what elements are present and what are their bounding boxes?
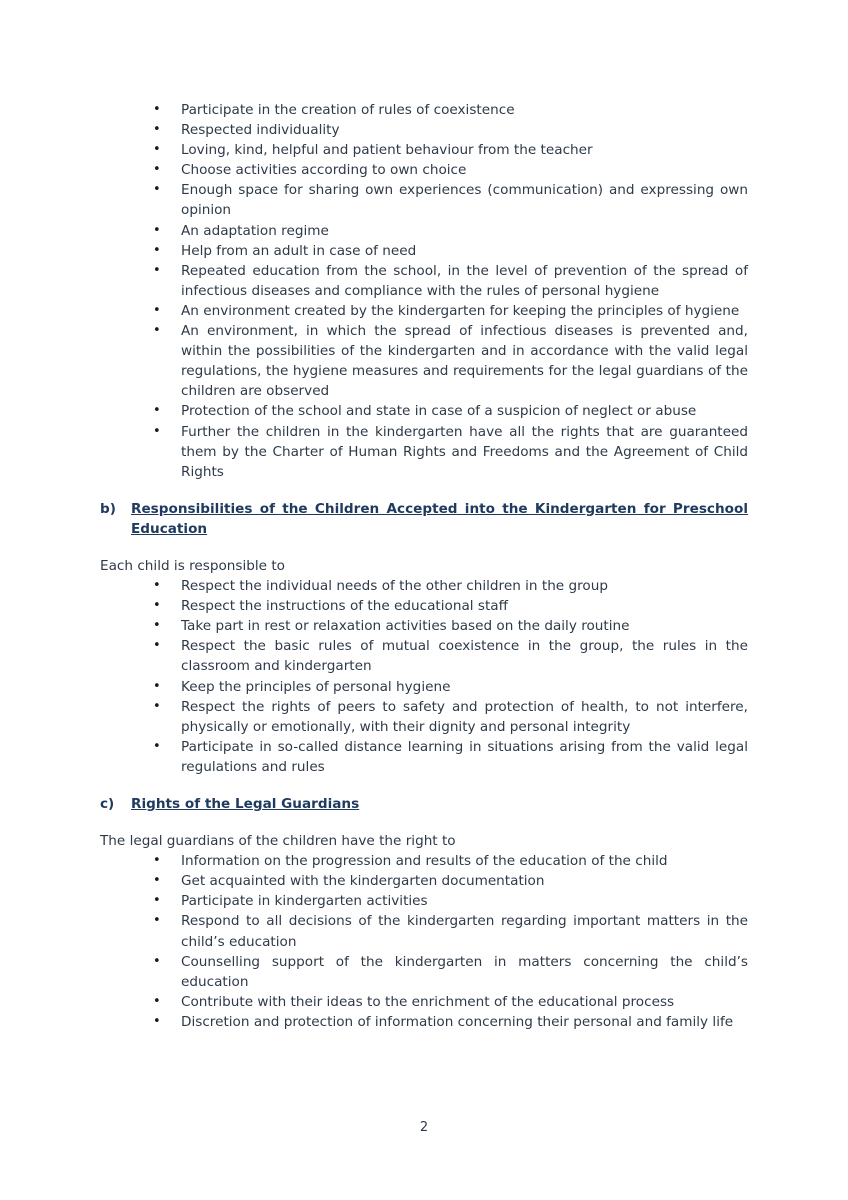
bullet-icon: • [153, 142, 161, 158]
page-number: 2 [419, 1120, 429, 1135]
bullet-icon: • [153, 222, 161, 238]
bullet-icon: • [153, 242, 161, 258]
bullet-icon: • [153, 873, 161, 889]
list-item: • An environment created by the kindergarten for keeping the principles of hygiene [181, 301, 748, 321]
bullet-icon: • [153, 678, 161, 694]
list-item: • Contribute with their ideas to the enrichment of the educational process [181, 992, 748, 1012]
bullet-icon: • [153, 893, 161, 909]
children-responsibilities-list [100, 576, 748, 777]
bullet-icon: • [153, 403, 161, 419]
list-item: • Repeated education from the school, in the level of prevention of the spread of infectious diseases and compliance with the rules of personal hygiene [153, 262, 748, 299]
section-heading-c [100, 794, 748, 814]
bullet-icon: • [153, 638, 161, 654]
bullet-icon: • [153, 598, 161, 614]
children-rights-list [100, 100, 748, 482]
bullet-icon: • [153, 302, 161, 318]
list-item: • Respect the basic rules of mutual coexistence in the group, the rules in the classroom and kindergarten [153, 638, 748, 675]
section-letter: b) [100, 500, 116, 517]
list-item: • Respond to all decisions of the kindergarten regarding important matters in the child’s education [153, 913, 748, 950]
page-content [100, 100, 748, 1032]
section-title: Rights of the Legal Guardians [131, 796, 360, 812]
list-item: • Further the children in the kindergarten have all the rights that are guaranteed them by the Charter of Human Rights and Freedoms and the Agreement of Child Rights [153, 423, 748, 480]
list-item: • Participate in kindergarten activities [181, 891, 748, 911]
bullet-icon: • [153, 913, 161, 929]
bullet-icon: • [153, 698, 161, 714]
list-item: • Discretion and protection of information concerning their personal and family life [181, 1012, 748, 1032]
bullet-icon: • [153, 1013, 161, 1029]
list-item: • Help from an adult in case of need [181, 241, 748, 261]
list-item: • Respect the rights of peers to safety and protection of health, to not interfere, physically or emotionally, with their dignity and personal integrity [153, 698, 748, 735]
section-title: Responsibilities of the Children Accepted into the Kindergarten for Preschool Education [131, 500, 748, 537]
list-item: • Counselling support of the kindergarten in matters concerning the child’s education [153, 953, 748, 990]
list-item: • Participate in the creation of rules of coexistence [181, 100, 748, 120]
list-item: • Loving, kind, helpful and patient behaviour from the teacher [181, 140, 748, 160]
list-item: • Participate in so-called distance learning in situations arising from the valid legal regulations and rules [153, 738, 748, 775]
bullet-icon: • [153, 423, 161, 439]
list-item: • Respect the individual needs of the other children in the group [181, 576, 748, 596]
bullet-icon: • [153, 953, 161, 969]
list-item: • Keep the principles of personal hygiene [181, 677, 748, 697]
bullet-icon: • [153, 122, 161, 138]
section-intro: Each child is responsible to [100, 557, 285, 574]
bullet-icon: • [153, 993, 161, 1009]
list-item: • Choose activities according to own choice [181, 160, 748, 180]
bullet-icon: • [153, 262, 161, 278]
list-item: • An environment, in which the spread of infectious diseases is prevented and, within the possibilities of the kindergarten and in accordance with the valid legal regulations, the hygiene measures and requirements for the legal guardians of the children are observed [153, 323, 748, 400]
list-item: • Protection of the school and state in case of a suspicion of neglect or abuse [181, 401, 748, 421]
list-item: • Take part in rest or relaxation activities based on the daily routine [181, 616, 748, 636]
list-item: • Enough space for sharing own experiences (communication) and expressing own opinion [153, 182, 748, 219]
bullet-icon: • [153, 578, 161, 594]
bullet-icon: • [153, 182, 161, 198]
bullet-icon: • [153, 323, 161, 339]
section-letter: c) [100, 796, 115, 812]
bullet-icon: • [153, 162, 161, 178]
section-intro: The legal guardians of the children have the right to [100, 833, 456, 850]
bullet-icon: • [153, 102, 161, 117]
list-item: • An adaptation regime [181, 221, 748, 241]
bullet-icon: • [153, 853, 161, 869]
guardian-rights-list [100, 851, 748, 1032]
bullet-icon: • [153, 738, 161, 754]
bullet-icon: • [153, 618, 161, 634]
list-item: • Respected individuality [181, 120, 748, 140]
section-heading-b [100, 499, 748, 539]
list-item: • Information on the progression and results of the education of the child [181, 851, 748, 871]
list-item: • Respect the instructions of the educational staff [181, 596, 748, 616]
list-item: • Get acquainted with the kindergarten documentation [181, 871, 748, 891]
